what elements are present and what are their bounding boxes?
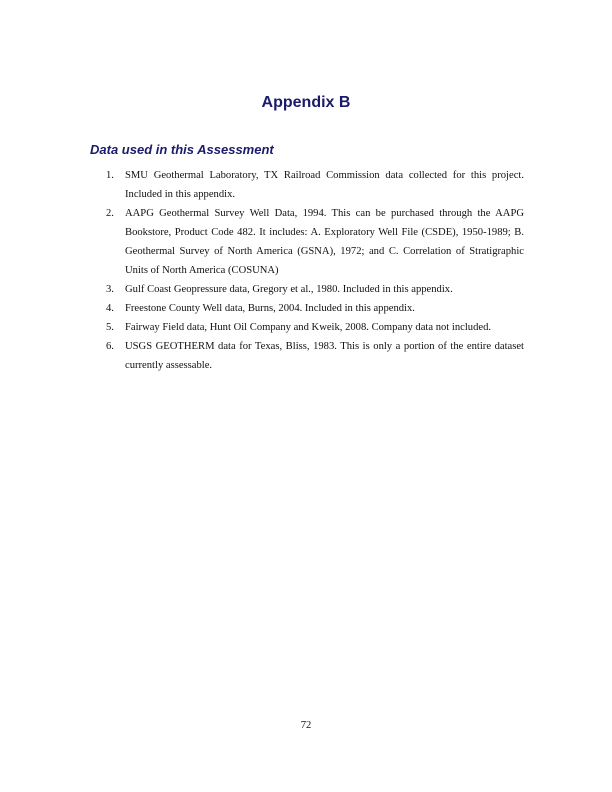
item-text: USGS GEOTHERM data for Texas, Bliss, 1983. This is only a portion of the entire dataset currently assessable. — [125, 341, 524, 371]
item-number: 2. — [106, 208, 114, 219]
item-text: AAPG Geothermal Survey Well Data, 1994. This can be purchased through the AAPG Bookstore, Product Code 482. It includes: A. Exploratory Well File (CSDE), 1950-1989; B. Geothermal Survey of North America (GSNA), 1972; and C. Correlation of Stratigraphic Units of North America (COSUNA) — [125, 208, 524, 276]
page-title: Appendix B — [261, 94, 351, 111]
item-text: Freestone County Well data, Burns, 2004. Included in this appendix. — [125, 303, 415, 314]
section-heading: Data used in this Assessment — [90, 142, 274, 157]
list-item — [106, 166, 524, 204]
item-text: Fairway Field data, Hunt Oil Company and Kweik, 2008. Company data not included. — [125, 322, 492, 333]
list-item — [106, 318, 524, 337]
data-sources-list — [106, 166, 524, 375]
list-item — [106, 280, 524, 299]
item-text: SMU Geothermal Laboratory, TX Railroad Commission data collected for this project. Included in this appendix. — [125, 170, 524, 200]
page-number: 72 — [300, 720, 312, 731]
list-item — [106, 204, 524, 280]
item-number: 6. — [106, 341, 114, 352]
item-text: Gulf Coast Geopressure data, Gregory et al., 1980. Included in this appendix. — [125, 284, 453, 295]
item-number: 1. — [106, 170, 114, 181]
list-item — [106, 299, 524, 318]
item-number: 4. — [106, 303, 114, 314]
list-item — [106, 337, 524, 375]
item-number: 5. — [106, 322, 114, 333]
item-number: 3. — [106, 284, 114, 295]
